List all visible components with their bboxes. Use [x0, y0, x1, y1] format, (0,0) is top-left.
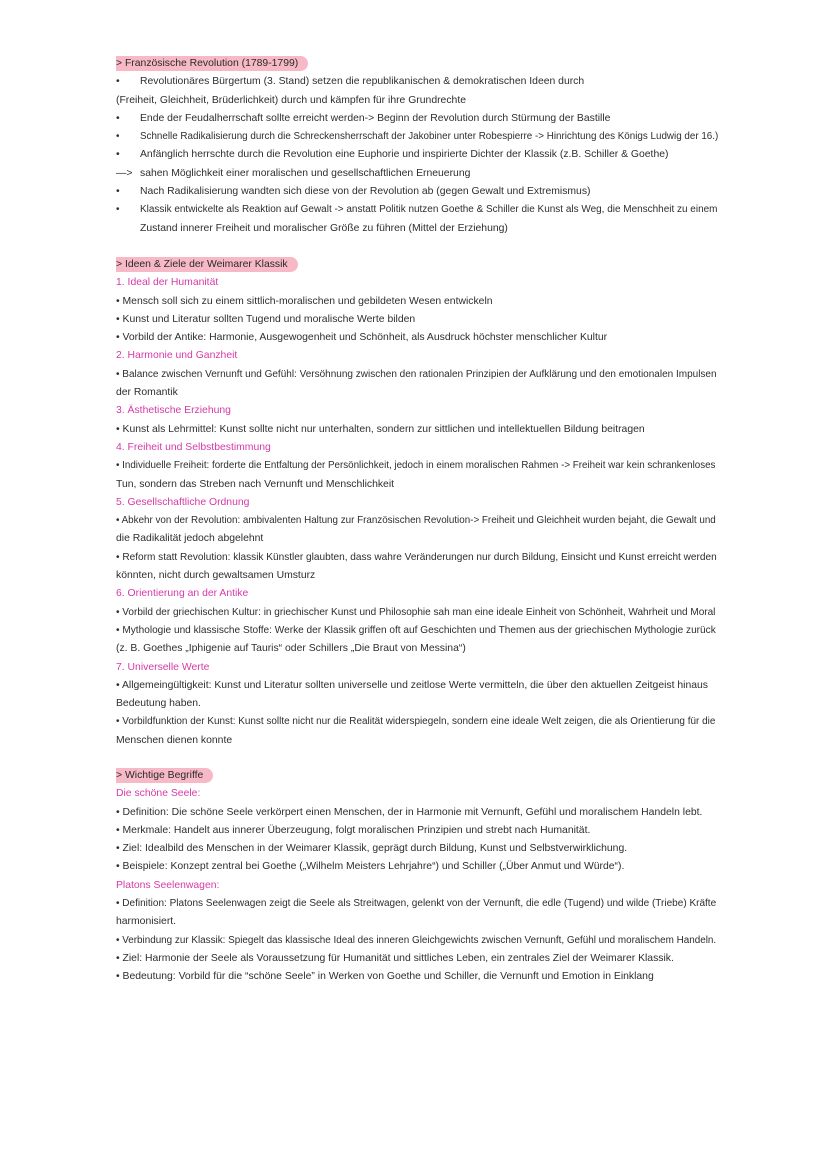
text-line: Menschen dienen konnte — [116, 734, 233, 746]
list-item-text: Ende der Feudalherrschaft sollte erreicht werden-> Beginn der Revolution durch Stürmung der Bastille — [140, 112, 611, 124]
subheading: 7. Universelle Werte — [116, 661, 210, 673]
list-item-text: Revolutionäres Bürgertum (3. Stand) setzen die republikanischen & demokratischen Ideen durch — [140, 76, 585, 88]
text-line: • Vorbild der Antike: Harmonie, Ausgewogenheit und Schönheit, als Ausdruck höchster menschlicher Kultur — [116, 332, 608, 344]
text-line: • Mythologie und klassische Stoffe: Werke der Klassik griffen oft auf Geschichten und Themen aus der griechischen Mythologie zurück — [116, 624, 716, 636]
text-line: Zustand innerer Freiheit und moralischer Größe zu führen (Mittel der Erziehung) — [140, 222, 508, 234]
section-heading-begriffe — [116, 767, 716, 785]
text-line: der Romantik — [116, 387, 178, 399]
text-line: • Merkmale: Handelt aus innerer Überzeugung, folgt moralischen Prinzipien und strebt nach Humanität. — [116, 824, 591, 836]
subheading: 2. Harmonie und Ganzheit — [116, 350, 238, 362]
text-line: • Individuelle Freiheit: forderte die Entfaltung der Persönlichkeit, jedoch in einem moralischen Rahmen -> Freiheit war kein schrankenloses — [116, 460, 716, 472]
text-line: • Kunst und Literatur sollten Tugend und moralische Werte bilden — [116, 313, 416, 325]
section-heading-ideen — [116, 256, 716, 274]
text-line: (Freiheit, Gleichheit, Brüderlichkeit) durch und kämpfen für ihre Grundrechte — [116, 94, 466, 106]
text-line: die Radikalität jedoch abgelehnt — [116, 533, 264, 545]
heading-highlight: > Französische Revolution (1789-1799) — [116, 56, 308, 71]
text-line: • Reform statt Revolution: klassik Künstler glaubten, dass wahre Veränderungen nur durch Bildung, Einsicht und Kunst erreicht werden — [116, 551, 717, 563]
text-line: • Kunst als Lehrmittel: Kunst sollte nicht nur unterhalten, sondern zur sittlichen und intellektuellen Bildung beitragen — [116, 423, 645, 435]
list-item — [116, 146, 716, 164]
bullet: • — [116, 112, 120, 124]
text-line: • Definition: Die schöne Seele verkörpert einen Menschen, der in Harmonie mit Vernunft, Gefühl und moralischem Handeln lebt. — [116, 806, 703, 818]
spacer — [116, 238, 716, 256]
text-line: • Mensch soll sich zu einem sittlich-moralischen und gebildeten Wesen entwickeln — [116, 295, 493, 307]
text-line: • Bedeutung: Vorbild für die “schöne Seele” in Werken von Goethe und Schiller, die Vernunft und Emotion in Einklang — [116, 971, 654, 983]
section-heading-revolution — [116, 55, 716, 73]
list-item-text: Schnelle Radikalisierung durch die Schreckensherrschaft der Jakobiner unter Robespierre -> Hinrichtung des Königs Ludwig der 16.) — [140, 131, 719, 143]
notes-content — [116, 55, 719, 987]
heading-highlight: > Ideen & Ziele der Weimarer Klassik — [116, 257, 298, 272]
text-line: Tun, sondern das Streben nach Vernunft und Menschlichkeit — [116, 478, 395, 490]
subheading: 6. Orientierung an der Antike — [116, 588, 249, 600]
bullet: • — [116, 186, 120, 198]
list-item-text: Anfänglich herrschte durch die Revolution eine Euphorie und inspirierte Dichter der Klassik (z.B. Schiller & Goethe) — [140, 149, 669, 161]
bullet: • — [116, 76, 120, 88]
text-line: Bedeutung haben. — [116, 698, 201, 710]
text-line: • Allgemeingültigkeit: Kunst und Literatur sollten universelle und zeitlose Werte vermitteln, die über den aktuellen Zeitgeist hinaus — [116, 679, 709, 691]
list-item — [116, 128, 719, 146]
list-item — [116, 110, 716, 128]
list-item-text: Nach Radikalisierung wandten sich diese von der Revolution ab (gegen Gewalt und Extremismus) — [140, 186, 591, 198]
list-item-text: Klassik entwickelte als Reaktion auf Gewalt -> anstatt Politik nutzen Goethe & Schiller die Kunst als Weg, die Menschheit zu einem — [140, 204, 718, 216]
text-line: • Ziel: Idealbild des Menschen in der Weimarer Klassik, geprägt durch Bildung, Kunst und Selbstverwirklichung. — [116, 843, 628, 855]
text-line: • Ziel: Harmonie der Seele als Voraussetzung für Humanität und sittliches Leben, ein zentrales Ziel der Weimarer Klassik. — [116, 952, 674, 964]
list-item-text: sahen Möglichkeit einer moralischen und gesellschaftlichen Erneuerung — [140, 167, 471, 179]
bullet: • — [116, 204, 120, 216]
bullet: • — [116, 131, 120, 143]
spacer — [116, 750, 716, 767]
list-item — [116, 201, 716, 219]
text-line: • Verbindung zur Klassik: Spiegelt das klassische Ideal des inneren Gleichgewichts zwischen Vernunft, Gefühl und moralischem Handeln. — [116, 934, 717, 946]
list-item — [116, 165, 716, 183]
heading-highlight: > Wichtige Begriffe — [116, 768, 213, 783]
subheading: 3. Ästhetische Erziehung — [116, 405, 231, 417]
text-line: (z. B. Goethes „Iphigenie auf Tauris“ oder Schillers „Die Braut von Messina“) — [116, 643, 466, 655]
bullet: • — [116, 149, 120, 161]
subheading: 5. Gesellschaftliche Ordnung — [116, 496, 250, 508]
list-item — [116, 183, 716, 201]
text-line: könnten, nicht durch gewaltsamen Umsturz — [116, 570, 316, 582]
subheading: Platons Seelenwagen: — [116, 879, 220, 891]
text-line: harmonisiert. — [116, 916, 177, 928]
text-line: • Balance zwischen Vernunft und Gefühl: Versöhnung zwischen den rationalen Prinzipien der Aufklärung und den emotionalen Impulsen — [116, 368, 717, 380]
text-line: • Definition: Platons Seelenwagen zeigt die Seele als Streitwagen, gelenkt von der Vernunft, die edle (Tugend) und wilde (Triebe) Kräfte — [116, 898, 717, 910]
subheading: 4. Freiheit und Selbstbestimmung — [116, 441, 271, 453]
subheading: 1. Ideal der Humanität — [116, 277, 219, 289]
list-item — [116, 73, 716, 91]
text-line: • Vorbildfunktion der Kunst: Kunst sollte nicht nur die Realität widerspiegeln, sondern eine ideale Welt zeigen, die als Orientierung für die — [116, 716, 716, 728]
text-line: • Abkehr von der Revolution: ambivalenten Haltung zur Französischen Revolution-> Freiheit und Gleichheit wurden bejaht, die Gewalt und — [116, 515, 716, 527]
arrow-icon: —> — [116, 167, 133, 179]
text-line: • Vorbild der griechischen Kultur: in griechischer Kunst und Philosophie sah man eine ideale Einheit von Schönheit, Wahrheit und Moral — [116, 606, 716, 618]
text-line: • Beispiele: Konzept zentral bei Goethe („Wilhelm Meisters Lehrjahre“) und Schiller („Über Anmut und Würde“). — [116, 861, 625, 873]
subheading: Die schöne Seele: — [116, 788, 201, 800]
